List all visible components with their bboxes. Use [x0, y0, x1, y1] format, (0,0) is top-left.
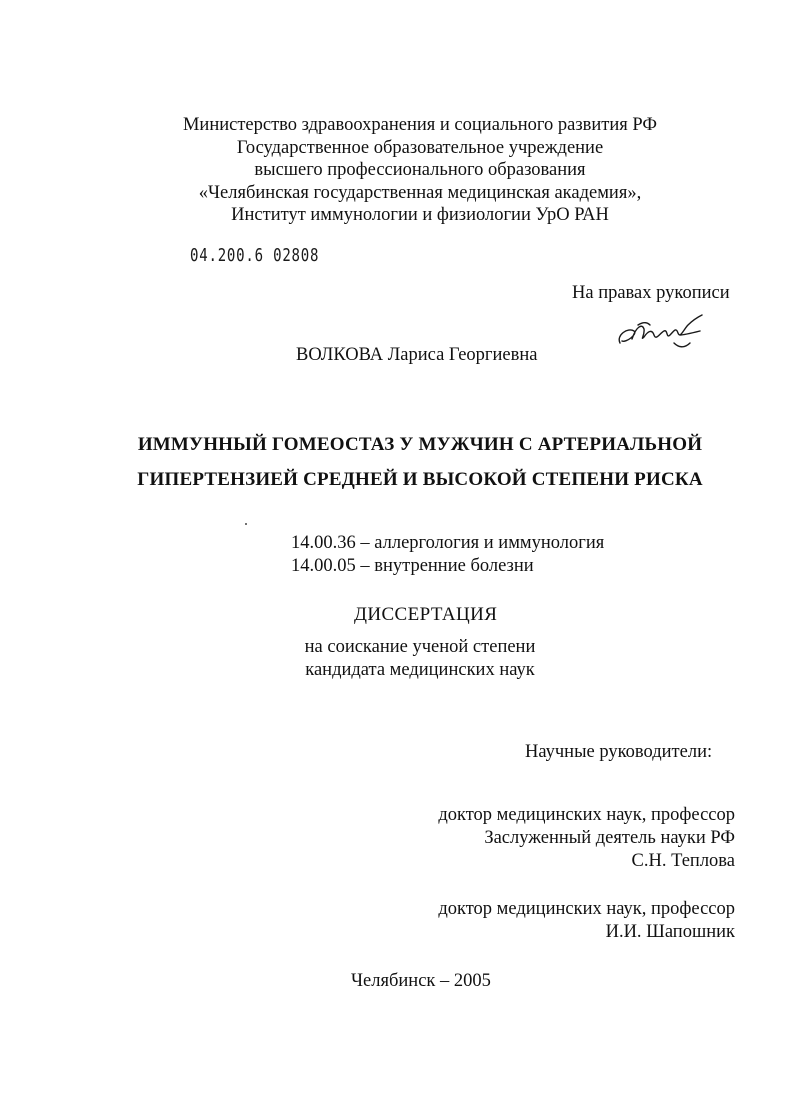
supervisor-second-degree: доктор медицинских наук, профессор — [438, 899, 735, 919]
document-type-heading: ДИССЕРТАЦИЯ — [354, 604, 498, 625]
specialty-allergology: 14.00.36 – аллергология и иммунология — [291, 533, 605, 553]
institution-line-academy: «Челябинская государственная медицинская академия», — [198, 182, 642, 203]
institution-line-ministry: Министерство здравоохранения и социального развития РФ — [182, 115, 658, 135]
supervisor-first — [438, 804, 735, 873]
scan-speck — [245, 523, 247, 525]
institution-line-state-institution: Государственное образовательное учреждение — [236, 137, 604, 158]
supervisor-first-honor: Заслуженный деятель науки РФ — [484, 828, 735, 848]
city-and-year: Челябинск – 2005 — [351, 971, 491, 991]
supervisor-first-name: С.Н. Теплова — [631, 851, 735, 871]
dissertation-title-line-2: ГИПЕРТЕНЗИЕЙ СРЕДНЕЙ И ВЫСОКОЙ СТЕПЕНИ РИСКА — [137, 469, 703, 490]
supervisor-second — [438, 898, 735, 944]
author-signature — [614, 313, 708, 353]
specialty-codes — [291, 532, 604, 577]
institution-line-higher-education: высшего профессионального образования — [254, 160, 586, 180]
dissertation-title-line-1: ИММУННЫЙ ГОМЕОСТАЗ У МУЖЧИН С АРТЕРИАЛЬНОЙ — [137, 434, 703, 455]
institution-line-institute: Институт иммунологии и физиологии УрО РАН — [231, 205, 609, 225]
specialty-internal-diseases: 14.00.05 – внутренние болезни — [291, 555, 534, 576]
degree-sought — [0, 636, 791, 681]
supervisor-second-name: И.И. Шапошник — [605, 922, 735, 942]
supervisors-label: Научные руководители: — [525, 742, 713, 762]
degree-line-1: на соискание ученой степени — [304, 637, 536, 657]
author-name: ВОЛКОВА Лариса Георгиевна — [296, 345, 538, 365]
registration-stamp-number: 04.200.6 02808 — [190, 245, 320, 266]
supervisor-first-degree: доктор медицинских наук, профессор — [438, 805, 735, 825]
institution-header — [0, 114, 791, 227]
manuscript-rights-label: На правах рукописи — [572, 283, 730, 303]
degree-line-2: кандидата медицинских наук — [305, 659, 535, 680]
